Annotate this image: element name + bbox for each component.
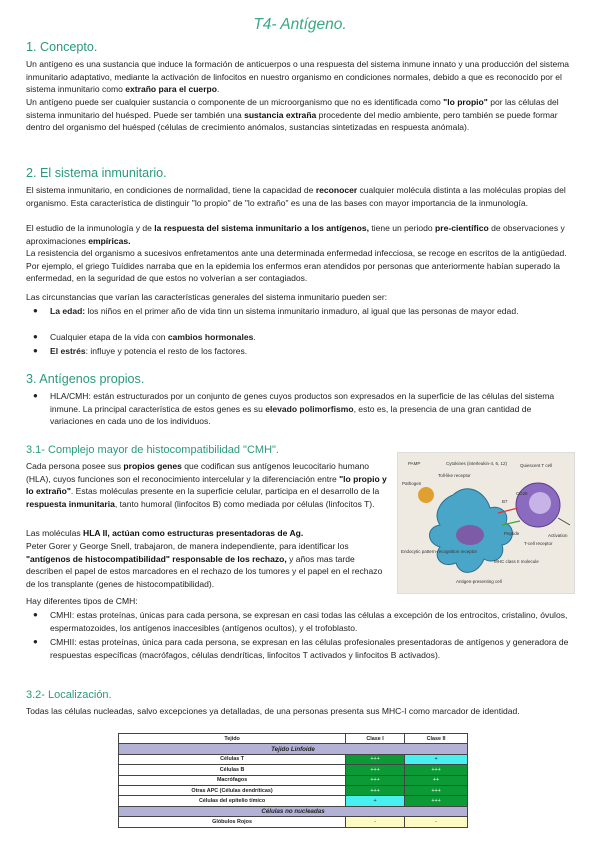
apc-nucleus (456, 525, 484, 545)
s31-paragraph-2: Las moléculas HLA II, actúan como estructuras presentadoras de Ag. (26, 528, 304, 538)
label-apc: Antigen-presenting cell (456, 579, 502, 584)
label-b7: B7 (502, 499, 508, 504)
list-item: ● CMHI: estas proteínas, únicas para cada persona, se expresan en casi todas las células a excepción de los entrocitos, cristalino, óvulos, espermatozoides, los antígenos inaccesibles (antígenos ocultos), y el trofoblasto. (33, 610, 568, 633)
page-title: T4- Antígeno. (253, 16, 347, 33)
class-ii-cell: + (405, 754, 468, 764)
class-ii-cell: - (405, 817, 468, 827)
list-item: ● HLA/CMH: están estructurados por un conjunto de genes cuyos productos son expresados en la superficie de las células del sistema inmune. La principal característica de estos genes es su elevado polimorfismo, esto es, la presencia de una gran cantidad de variaciones en cada uno de los individuos. (33, 391, 555, 427)
label-quiescent: Quiescent T cell (520, 463, 553, 468)
label-pathogen: Pathogen (402, 481, 422, 486)
s1-paragraph-2: Un antígeno puede ser cualquier sustancia o componente de un microorganismo que no es identificada como "lo propio" por las células del sistema inmunitario del huésped. Puede ser también una sustancia extraña procedente del medio ambiente, pero también se puede formar dentro del organismo del huésped (células de crecimiento anómalos, sustancias sintetizadas en respuesta anómala). (26, 97, 559, 133)
list-item: ● El estrés: influye y potencia el resto de los factores. (33, 346, 248, 356)
tissue-cell: Células T (119, 754, 346, 764)
class-i-cell: - (346, 817, 405, 827)
s31-paragraph-3: Peter Gorer y George Snell, trabajaron, de manera independiente, para identificar los "antígenos de histocompatibilidad" responsable de los rechazo, y años mas tarde describen el papel de estos marcadores en el rechazo de los tumores y el papel en el rechazo de los transplante (genes de histocompatibilidad). (26, 541, 383, 589)
s1-paragraph-1: Un antígeno es una sustancia que induce la formación de anticuerpos o una respuesta del sistema inmune innato y una producción del sistema inmunitario adaptativo, mediante la activación de linfocitos en nuestro organismo en condiciones normales, debido a que es reconocido por el sistema inmunitario como extraño para el cuerpo. (26, 59, 570, 95)
section-2-heading: 2. El sistema inmunitario. (26, 166, 167, 180)
header-clase-ii: Clase II (405, 734, 468, 744)
section-celulas-no-nucleadas: Células no nucleadas (119, 806, 468, 816)
list-item: ● Cualquier etapa de la vida con cambios hormonales. (33, 332, 256, 342)
label-tlr: Toll-like receptor (438, 473, 471, 478)
t-cell-nucleus (529, 492, 551, 514)
bullet-icon: ● (33, 346, 38, 355)
tissue-cell: Células B (119, 765, 346, 775)
s31-paragraph-4: Hay diferentes tipos de CMH: (26, 596, 138, 606)
section-3-2-heading: 3.2- Localización. (26, 689, 112, 701)
class-ii-cell: ++ (405, 775, 468, 785)
label-cytokines: Cytokines (interleukin-4, 6, 12) (446, 461, 508, 466)
bullet-icon: ● (33, 306, 38, 315)
table-row (119, 817, 468, 827)
s2-paragraph-4: Las circunstancias que varían las características generales del sistema inmunitario pueden ser: (26, 292, 388, 302)
label-peptide: Peptide (504, 531, 520, 536)
table-row (119, 754, 468, 764)
table-row (119, 765, 468, 775)
pathogen (418, 487, 434, 503)
s32-paragraph-1: Todas las células nucleadas, salvo excepciones ya detalladas, de una personas presenta sus MHC-I como marcador de identidad. (26, 706, 520, 716)
section-3-1-heading: 3.1- Complejo mayor de histocompatibilidad "CMH". (26, 444, 279, 456)
localization-table (118, 733, 468, 828)
s31-paragraph-1: Cada persona posee sus propios genes que codifican sus antígenos leucocitario humano (HLA), cuyos funciones son el reconocimiento intercelular y la diferenciación entre "lo propio y lo extraño". Estas moléculas presente en la superficie celular, participa en el desarrollo de la respuesta inmunitaria, tanto humoral (linfocitos B) como mediada por células (linfocitos T). (26, 461, 387, 509)
s2-paragraph-1: El sistema inmunitario, en condiciones de normalidad, tiene la capacidad de reconocer cualquier molécula distinta a las moléculas propias del organismo. Esta característica de distinguir "lo propio" de "lo extraño" es una de las bases con mayor importancia de la inmunología. (26, 185, 566, 208)
class-i-cell: +++ (346, 775, 405, 785)
tissue-cell: Macrófagos (119, 775, 346, 785)
label-tcr: T-cell receptor (524, 541, 553, 546)
antigen-presentation-figure (397, 452, 575, 594)
list-item: ● CMHII: estas proteínas, única para cada persona, se expresan en las células profesionales presentadoras de antígenos y generadora de respuestas específicas (macrófagos, células dendríticas, linfocitos T activados y linfocitos B activados). (33, 637, 569, 660)
list-item: ● La edad: los niños en el primer año de vida tinn un sistema inmunitario inmaduro, al igual que las personas de mayor edad. (33, 306, 519, 316)
header-tejido: Tejido (119, 734, 346, 744)
bullet-icon: ● (33, 637, 38, 646)
bullet-icon: ● (33, 391, 38, 400)
tissue-cell: Otras APC (Células dendríticas) (119, 785, 346, 795)
class-ii-cell: +++ (405, 796, 468, 806)
s2-paragraph-3: La resistencia del organismo a sucesivos enfretamentos ante una determinada enfermedad infecciosa, se recoge en escritos de la antigüedad. Por ejemplo, el griego Tuídides narraba que en la epidemia los enfermos eran atendidos por personas que anteriormente habían superado la enfermedad, en la seguridad de que estos no volverían a ser contagiados. (26, 248, 567, 284)
activation-arrow (558, 518, 570, 525)
class-i-cell: + (346, 796, 405, 806)
bullet-icon: ● (33, 610, 38, 619)
label-pamp: PAMP (408, 461, 421, 466)
table-row (119, 775, 468, 785)
label-cd28: CD28 (516, 491, 528, 496)
class-ii-cell: +++ (405, 765, 468, 775)
section-tejido-linfoide: Tejido Linfoide (119, 744, 468, 754)
class-i-cell: +++ (346, 765, 405, 775)
label-mhc: MHC class II molecule (494, 559, 539, 564)
class-ii-cell: +++ (405, 785, 468, 795)
tissue-cell: Glóbulos Rojos (119, 817, 346, 827)
header-clase-i: Clase I (346, 734, 405, 744)
table-row (119, 796, 468, 806)
label-activation: Activation (548, 533, 568, 538)
class-i-cell: +++ (346, 754, 405, 764)
section-1-heading: 1. Concepto. (26, 40, 98, 54)
s2-paragraph-2: El estudio de la inmunología y de la respuesta del sistema inmunitario a los antígenos, tiene un periodo pre-científico de observaciones y aproximaciones empíricas. (26, 223, 565, 246)
class-i-cell: +++ (346, 785, 405, 795)
tissue-cell: Células del epitelio tímico (119, 796, 346, 806)
label-endocytic: Endocytic pattern-recognition receptor (401, 549, 478, 554)
section-3-heading: 3. Antígenos propios. (26, 372, 145, 386)
bullet-icon: ● (33, 332, 38, 341)
table-row (119, 785, 468, 795)
